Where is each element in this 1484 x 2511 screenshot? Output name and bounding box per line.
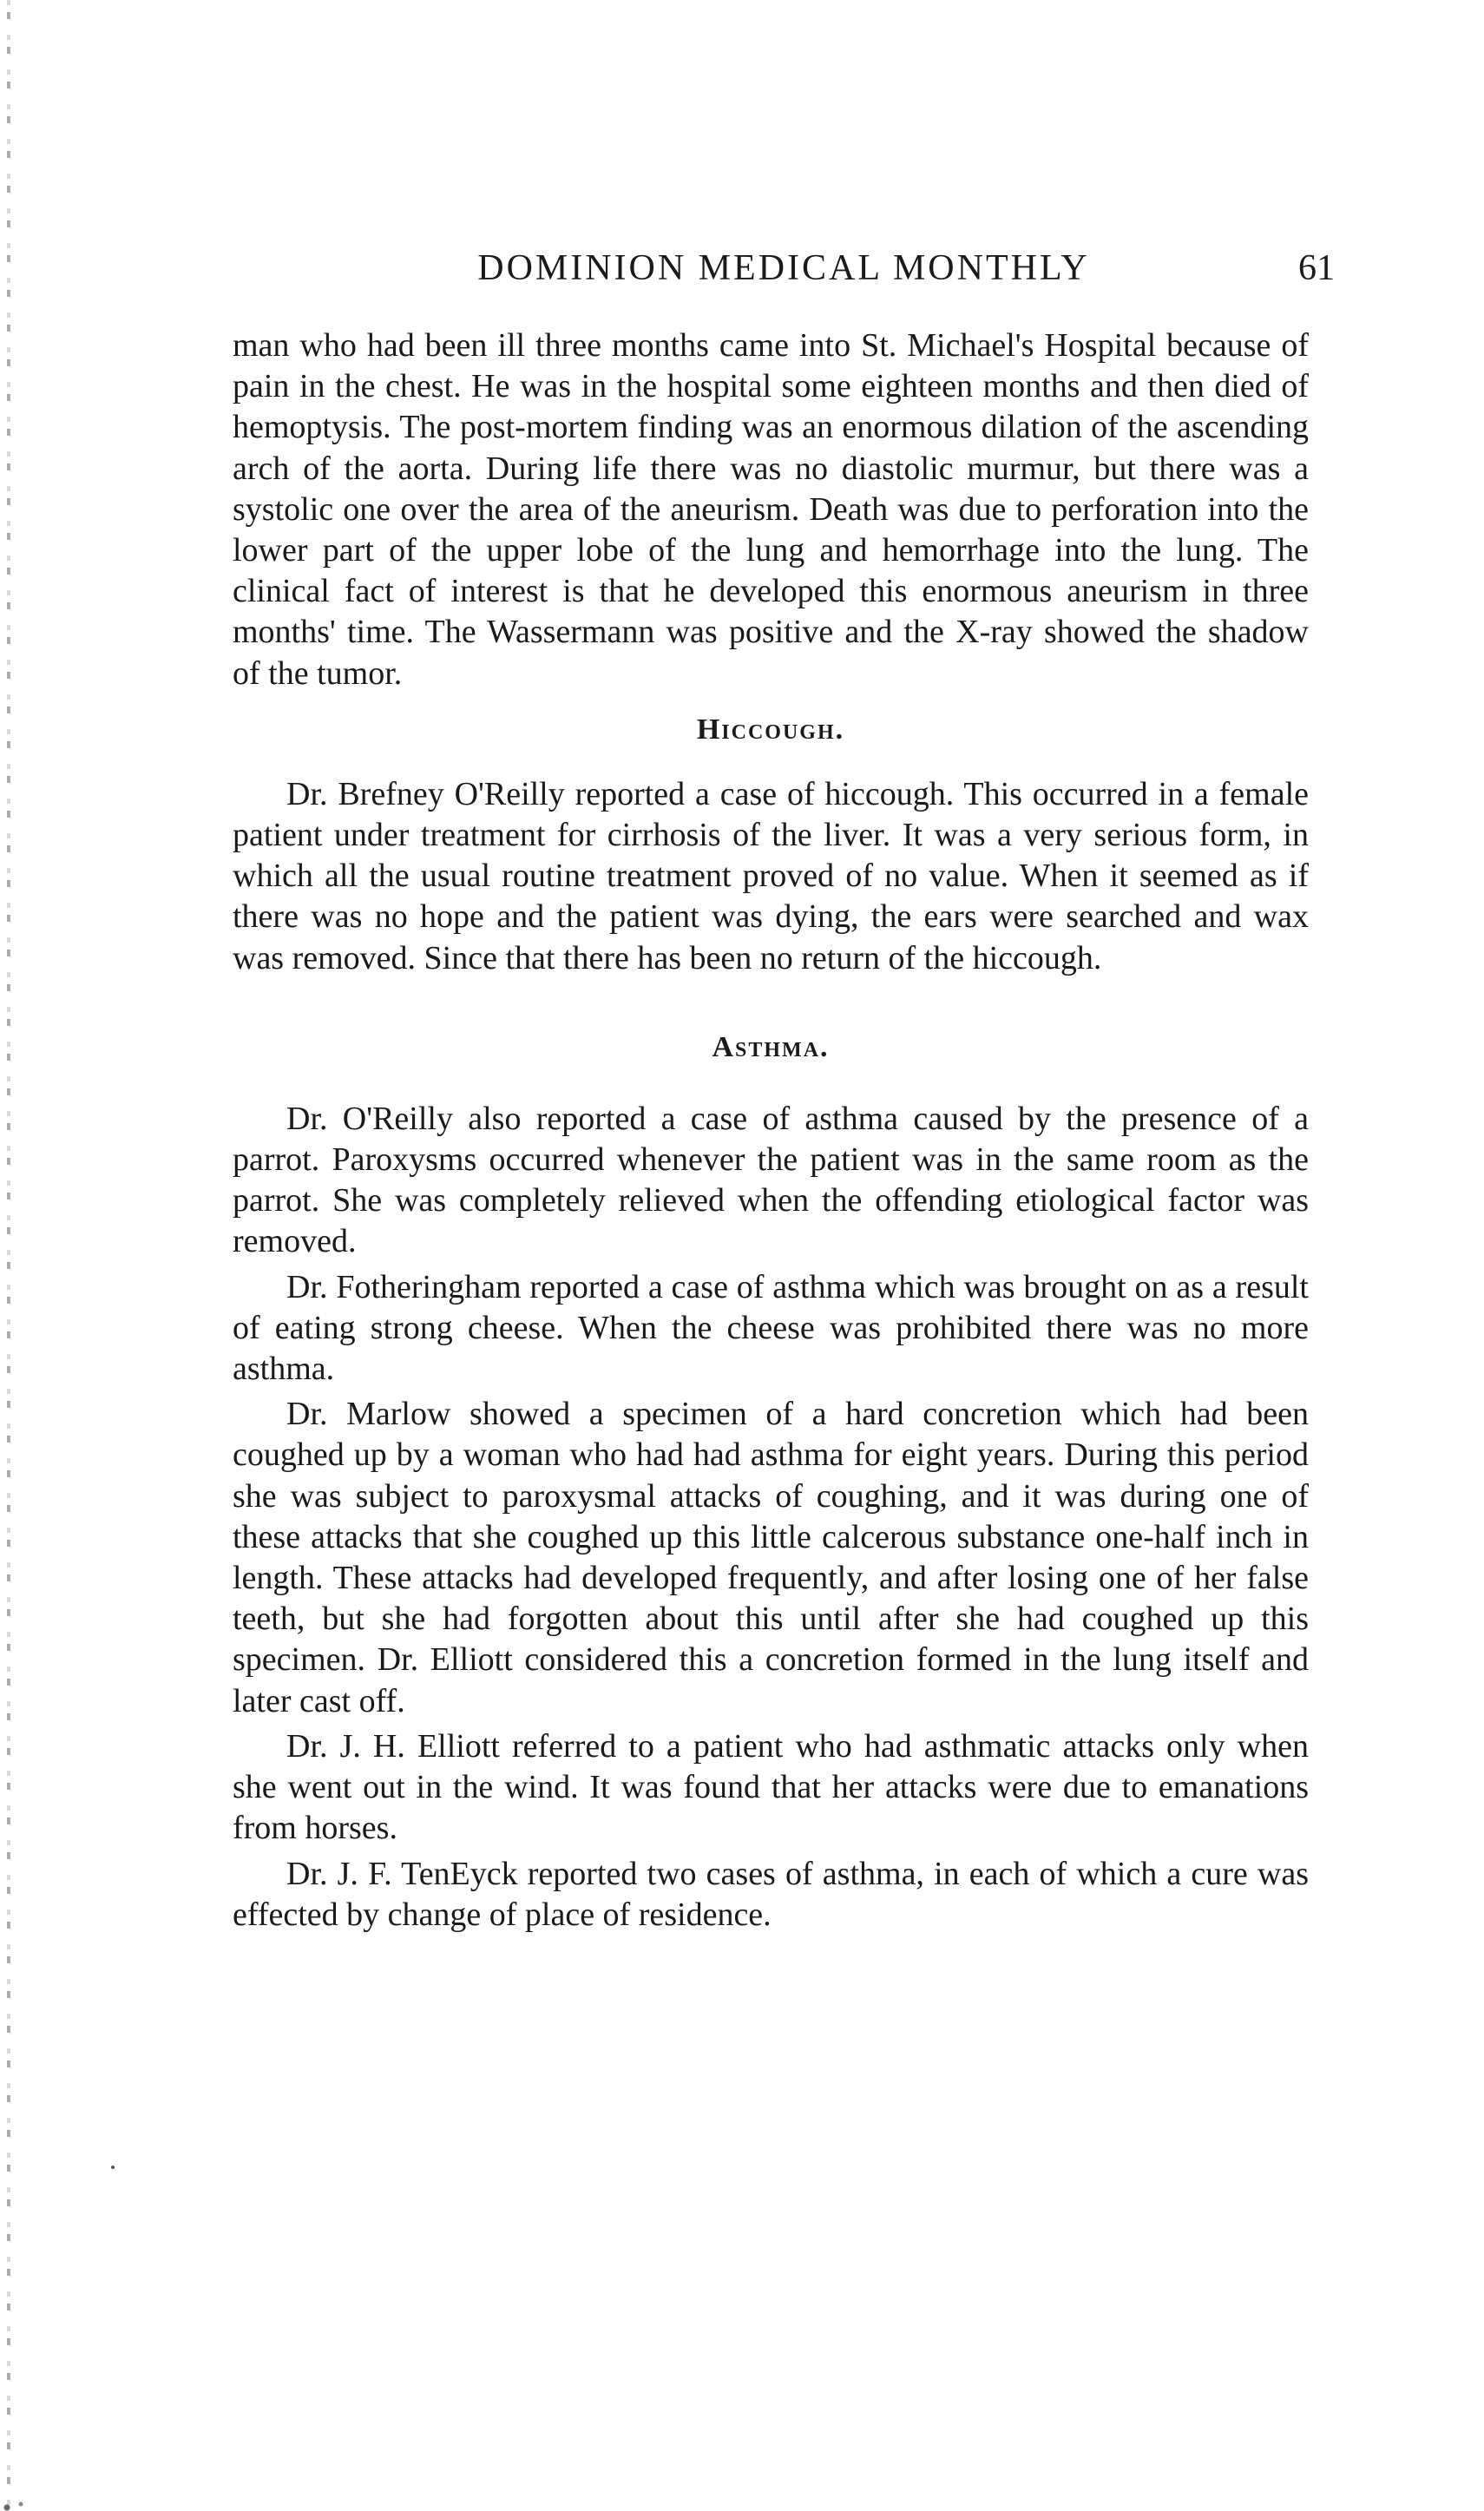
paragraph-asthma-horses: Dr. J. H. Elliott referred to a patient who had asthmatic attacks only when she went out in the wind. It was found that her attacks were due to emanations from horses. [233,1727,1309,1847]
paragraph-hiccough-oreilly: Dr. Brefney O'Reilly reported a case of hiccough. This occurred in a female patient under treatment for cirrhosis of the liver. It was a very serious form, in which all the usual routine treatment proved of no value. When it seemed as if there was no hope and the patient was dying, the ears were searched and wax was removed. Since that there has been no return of the hiccough. [233,775,1309,976]
section-heading-hiccough: Hiccough. [696,713,845,746]
paragraph-asthma-parrot: Dr. O'Reilly also reported a case of asthma caused by the presence of a parrot. Paroxysms occurred whenever the patient was in the same room as the parrot. She was completely relieved when the offending etiological factor was removed. [233,1100,1309,1260]
article-body [233,325,1309,1936]
continued-paragraph: man who had been ill three months came into St. Michael's Hospital because of pain in the chest. He was in the hospital some eighteen months and then died of hemoptysis. The post-mortem finding was an enormous dilation of the ascending arch of the aorta. During life there was no diastolic murmur, but there was a systolic one over the area of the aneurism. Death was due to perforation into the lower part of the upper lobe of the lung and hemorrhage into the lung. The clinical fact of interest is that he developed this enormous aneurism in three months' time. The Wassermann was positive and the X-ray showed the shadow of the tumor. [233,327,1309,692]
corner-smudge [0,2494,35,2511]
running-title: DOMINION MEDICAL MONTHLY [477,248,1090,288]
paragraph-asthma-residence: Dr. J. F. TenEyck reported two cases of asthma, in each of which a cure was effected by change of place of residence. [233,1855,1309,1933]
stray-ink-mark [111,2166,115,2169]
section-heading-asthma: Asthma. [712,1030,830,1063]
page-number: 61 [1298,248,1335,288]
page-header [233,247,1335,299]
binding-edge [7,0,10,2511]
paragraph-asthma-cheese: Dr. Fotheringham reported a case of asthma which was brought on as a result of eating strong cheese. When the cheese was prohibited there was no more asthma. [233,1268,1309,1388]
paragraph-asthma-concretion: Dr. Marlow showed a specimen of a hard concretion which had been coughed up by a woman who had had asthma for eight years. During this period she was subject to paroxysmal attacks of coughing, and it was during one of these attacks that she coughed up this little calcerous substance one-half inch in length. These attacks had developed frequently, and after losing one of her false teeth, but she had forgotten about this until after she had coughed up this specimen. Dr. Elliott considered this a concretion formed in the lung itself and later cast off. [233,1396,1309,1719]
